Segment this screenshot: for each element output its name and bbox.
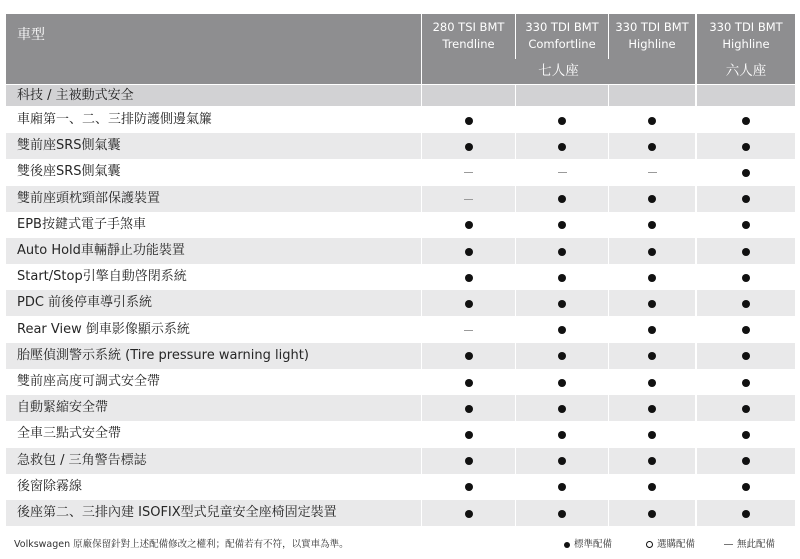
availability-cell xyxy=(609,238,695,264)
availability-cell xyxy=(697,421,795,447)
column-header-4-line1: 330 TDI BMT xyxy=(709,20,783,34)
standard-dot-icon xyxy=(558,221,566,229)
feature-label: 後窗除霧線 xyxy=(17,478,83,494)
standard-dot-icon xyxy=(558,274,566,282)
availability-cell xyxy=(516,238,608,264)
table-row xyxy=(6,238,795,264)
standard-dot-icon xyxy=(648,379,656,387)
availability-cell xyxy=(697,133,795,159)
seat-group-six xyxy=(697,59,795,84)
availability-cell xyxy=(697,474,795,500)
standard-dot-icon xyxy=(742,143,750,151)
standard-dot-icon xyxy=(465,274,473,282)
availability-cell xyxy=(697,500,795,526)
availability-cell xyxy=(516,500,608,526)
availability-cell xyxy=(609,212,695,238)
availability-cell xyxy=(609,421,695,447)
feature-label: 自動緊縮安全帶 xyxy=(6,395,421,421)
standard-dot-icon xyxy=(558,483,566,491)
standard-dot-icon xyxy=(465,248,473,256)
availability-cell xyxy=(609,186,695,212)
availability-cell xyxy=(516,474,608,500)
table-row xyxy=(6,421,795,447)
availability-cell xyxy=(422,343,515,369)
availability-cell xyxy=(422,395,515,421)
availability-cell xyxy=(516,290,608,316)
availability-cell xyxy=(609,317,695,343)
feature-label: 雙後座SRS側氣囊 xyxy=(17,164,121,180)
availability-cell xyxy=(516,212,608,238)
standard-dot-icon xyxy=(742,510,750,518)
legend-none-label: 無此配備 xyxy=(737,539,776,550)
feature-label: 胎壓偵測警示系統 (Tire pressure warning light) xyxy=(6,343,421,369)
standard-dot-icon xyxy=(742,248,750,256)
standard-dot-icon xyxy=(742,274,750,282)
feature-label: PDC 前後停車導引系統 xyxy=(6,290,421,316)
standard-dot-icon xyxy=(648,431,656,439)
availability-cell xyxy=(516,317,608,343)
column-header-2 xyxy=(516,14,608,59)
availability-cell xyxy=(422,290,515,316)
table-row xyxy=(6,317,795,343)
availability-cell xyxy=(697,290,795,316)
availability-cell xyxy=(516,159,608,185)
legend-optional-label: 選購配備 xyxy=(657,539,696,550)
standard-dot-icon xyxy=(648,457,656,465)
seat-group-six-label: 六人座 xyxy=(725,63,767,79)
standard-dot-icon xyxy=(742,405,750,413)
table-row xyxy=(6,500,795,526)
standard-dot-icon xyxy=(558,352,566,360)
section-title: 科技 / 主被動式安全 xyxy=(6,85,421,106)
standard-dot-icon xyxy=(558,300,566,308)
standard-dot-icon xyxy=(564,542,570,548)
standard-dot-icon xyxy=(648,300,656,308)
availability-cell xyxy=(516,186,608,212)
feature-label: 全車三點式安全帶 xyxy=(17,426,122,442)
footer-note: Volkswagen 原廠保留針對上述配備修改之權利；配備若有不符，以實車為準。 xyxy=(14,539,349,550)
availability-cell xyxy=(609,264,695,290)
standard-dot-icon xyxy=(648,195,656,203)
standard-dot-icon xyxy=(465,379,473,387)
table-row xyxy=(6,133,795,159)
availability-cell xyxy=(697,107,795,133)
standard-dot-icon xyxy=(558,326,566,334)
standard-dot-icon xyxy=(648,326,656,334)
availability-cell xyxy=(422,159,515,185)
column-header-2-line2: Comfortline xyxy=(528,37,596,51)
availability-cell xyxy=(609,159,695,185)
model-header-cell xyxy=(6,14,421,84)
standard-dot-icon xyxy=(742,117,750,125)
availability-cell xyxy=(422,421,515,447)
feature-label: EPB按鍵式電子手煞車 xyxy=(17,216,146,232)
standard-dot-icon xyxy=(648,483,656,491)
feature-label: 雙前座高度可調式安全帶 xyxy=(17,374,161,389)
availability-cell xyxy=(516,421,608,447)
availability-cell xyxy=(697,395,795,421)
availability-cell xyxy=(609,474,695,500)
column-header-3 xyxy=(609,14,695,59)
feature-label: 急救包 / 三角警告標誌 xyxy=(6,448,421,474)
table-row xyxy=(6,186,795,212)
standard-dot-icon xyxy=(742,352,750,360)
footer xyxy=(6,533,795,553)
legend-optional xyxy=(646,536,695,550)
standard-dot-icon xyxy=(465,352,473,360)
standard-dot-icon xyxy=(742,221,750,229)
availability-cell xyxy=(422,133,515,159)
standard-dot-icon xyxy=(465,431,473,439)
standard-dot-icon xyxy=(558,510,566,518)
feature-label: Auto Hold車輛靜止功能裝置 xyxy=(6,238,421,264)
standard-dot-icon xyxy=(465,510,473,518)
standard-dot-icon xyxy=(558,405,566,413)
availability-cell xyxy=(697,238,795,264)
standard-dot-icon xyxy=(742,195,750,203)
availability-cell xyxy=(516,448,608,474)
availability-cell xyxy=(422,369,515,395)
table-row xyxy=(6,395,795,421)
standard-dot-icon xyxy=(558,379,566,387)
standard-dot-icon xyxy=(465,143,473,151)
standard-dot-icon xyxy=(558,117,566,125)
none-dash-icon xyxy=(724,544,733,545)
availability-cell xyxy=(422,264,515,290)
column-header-1 xyxy=(422,14,515,59)
section-header-row xyxy=(6,85,795,106)
standard-dot-icon xyxy=(742,483,750,491)
section-cell xyxy=(516,85,608,106)
availability-cell xyxy=(422,212,515,238)
availability-cell xyxy=(516,369,608,395)
availability-cell xyxy=(422,474,515,500)
standard-dot-icon xyxy=(742,169,750,177)
standard-dot-icon xyxy=(648,221,656,229)
standard-dot-icon xyxy=(648,248,656,256)
not-available-dash-icon xyxy=(464,330,473,331)
availability-cell xyxy=(609,500,695,526)
availability-cell xyxy=(609,290,695,316)
table-row xyxy=(6,159,795,185)
standard-dot-icon xyxy=(558,248,566,256)
not-available-dash-icon xyxy=(558,172,567,173)
availability-cell xyxy=(422,238,515,264)
section-cell xyxy=(422,85,515,106)
table-row xyxy=(6,343,795,369)
availability-cell xyxy=(697,448,795,474)
table-row xyxy=(6,369,795,395)
feature-label: 雙前座頭枕頸部保護裝置 xyxy=(6,186,421,212)
availability-cell xyxy=(516,107,608,133)
availability-cell xyxy=(609,369,695,395)
standard-dot-icon xyxy=(558,431,566,439)
model-header-label: 車型 xyxy=(17,27,45,43)
availability-cell xyxy=(422,448,515,474)
feature-label: 車廂第一、二、三排防護側邊氣簾 xyxy=(17,112,213,127)
legend-standard-label: 標準配備 xyxy=(574,539,613,550)
standard-dot-icon xyxy=(742,457,750,465)
column-header-3-line2: Highline xyxy=(628,37,676,51)
standard-dot-icon xyxy=(558,457,566,465)
availability-cell xyxy=(609,107,695,133)
availability-cell xyxy=(516,395,608,421)
table-row xyxy=(6,264,795,290)
standard-dot-icon xyxy=(648,274,656,282)
standard-dot-icon xyxy=(742,379,750,387)
legend-none xyxy=(724,536,775,550)
availability-cell xyxy=(422,186,515,212)
section-cell xyxy=(697,85,795,106)
standard-dot-icon xyxy=(465,483,473,491)
availability-cell xyxy=(697,343,795,369)
feature-label: Rear View 倒車影像顯示系統 xyxy=(17,321,190,337)
legend-standard xyxy=(564,536,612,550)
column-header-1-line1: 280 TSI BMT xyxy=(432,20,505,34)
standard-dot-icon xyxy=(742,326,750,334)
availability-cell xyxy=(516,133,608,159)
availability-cell xyxy=(697,186,795,212)
standard-dot-icon xyxy=(465,300,473,308)
table-row xyxy=(6,474,795,500)
standard-dot-icon xyxy=(465,405,473,413)
not-available-dash-icon xyxy=(648,172,657,173)
availability-cell xyxy=(609,133,695,159)
availability-cell xyxy=(697,264,795,290)
availability-cell xyxy=(609,448,695,474)
availability-cell xyxy=(609,343,695,369)
availability-cell xyxy=(697,159,795,185)
feature-label: 雙前座SRS側氣囊 xyxy=(6,133,421,159)
standard-dot-icon xyxy=(648,405,656,413)
not-available-dash-icon xyxy=(464,199,473,200)
section-cell xyxy=(609,85,695,106)
standard-dot-icon xyxy=(465,221,473,229)
standard-dot-icon xyxy=(648,117,656,125)
availability-cell xyxy=(422,107,515,133)
column-header-1-line2: Trendline xyxy=(442,37,495,51)
standard-dot-icon xyxy=(742,300,750,308)
availability-cell xyxy=(609,395,695,421)
seat-group-seven xyxy=(422,59,695,84)
standard-dot-icon xyxy=(558,143,566,151)
availability-cell xyxy=(516,343,608,369)
column-header-3-line1: 330 TDI BMT xyxy=(615,20,689,34)
feature-label: 後座第二、三排內建 ISOFIX型式兒童安全座椅固定裝置 xyxy=(6,500,421,526)
standard-dot-icon xyxy=(465,457,473,465)
availability-cell xyxy=(422,500,515,526)
availability-cell xyxy=(516,264,608,290)
availability-cell xyxy=(422,317,515,343)
column-header-4 xyxy=(697,14,795,59)
table-row xyxy=(6,212,795,238)
table-row xyxy=(6,107,795,133)
column-header-2-line1: 330 TDI BMT xyxy=(525,20,599,34)
seat-group-seven-label: 七人座 xyxy=(538,63,579,79)
standard-dot-icon xyxy=(648,143,656,151)
table-row xyxy=(6,290,795,316)
availability-cell xyxy=(697,212,795,238)
standard-dot-icon xyxy=(648,510,656,518)
column-header-4-line2: Highline xyxy=(722,37,770,51)
standard-dot-icon xyxy=(558,195,566,203)
feature-label: Start/Stop引擎自動啓閉系統 xyxy=(17,269,187,285)
availability-cell xyxy=(697,317,795,343)
standard-dot-icon xyxy=(648,352,656,360)
availability-cell xyxy=(697,369,795,395)
standard-dot-icon xyxy=(465,117,473,125)
table-row xyxy=(6,448,795,474)
standard-dot-icon xyxy=(742,431,750,439)
not-available-dash-icon xyxy=(464,172,473,173)
optional-circle-icon xyxy=(646,541,653,548)
